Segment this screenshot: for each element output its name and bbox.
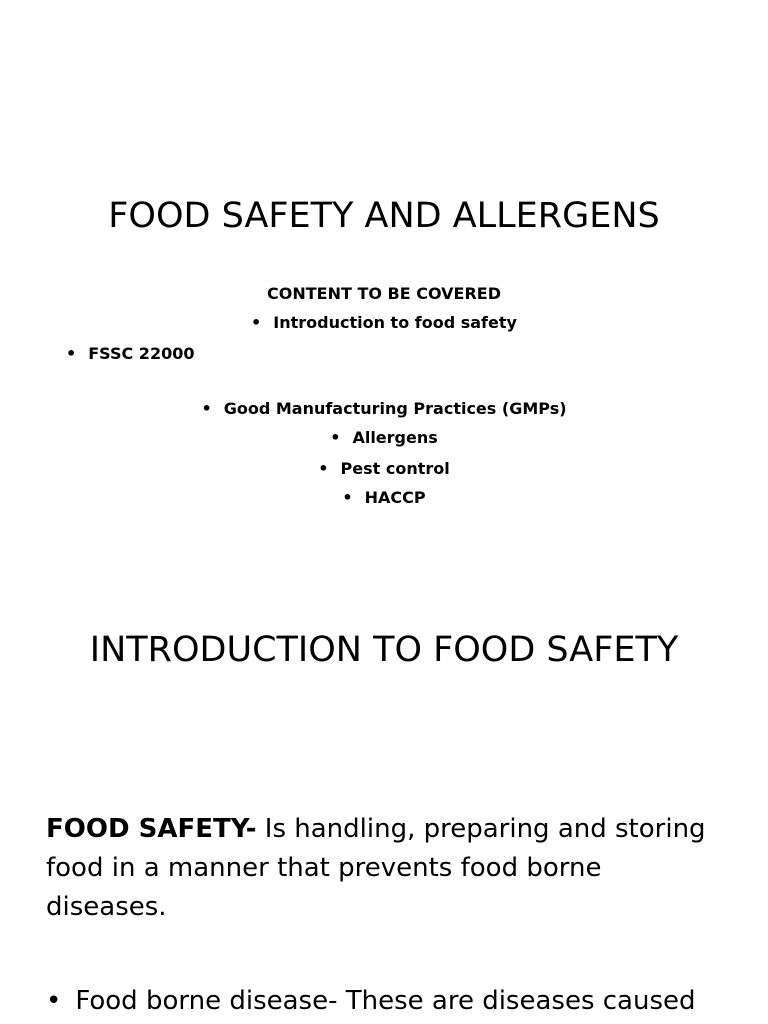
content-heading: CONTENT TO BE COVERED (267, 284, 501, 303)
content-list-item (0, 428, 768, 448)
definition-text: Is handling, preparing and storing food in a manner that prevents food borne diseases. (46, 814, 706, 922)
list-item-label: Allergens (352, 428, 438, 447)
list-item-label: Pest control (340, 459, 450, 478)
bullet-icon: • (201, 399, 212, 418)
bullet-icon: • (318, 459, 329, 478)
content-list-item (0, 459, 768, 479)
definition-paragraph (46, 810, 726, 927)
definition-term: FOOD SAFETY- (46, 814, 257, 844)
list-item-label: HACCP (364, 488, 426, 507)
bullet-icon: • (251, 313, 262, 332)
bullet-icon: • (46, 986, 62, 1016)
content-list-item (66, 344, 194, 364)
section-title: INTRODUCTION TO FOOD SAFETY (89, 630, 679, 670)
content-list-item (0, 488, 768, 508)
content-list-item (0, 313, 768, 333)
list-item-label: FSSC 22000 (88, 344, 195, 363)
bullet-icon: • (342, 488, 353, 507)
bullet-paragraph (46, 982, 746, 1021)
bullet-icon: • (330, 428, 341, 447)
list-item-label: Introduction to food safety (273, 313, 517, 332)
content-list-item (0, 399, 768, 419)
bullet-paragraph-text: Food borne disease- These are diseases caused (75, 986, 696, 1016)
list-item-label: Good Manufacturing Practices (GMPs) (223, 399, 567, 418)
slide-title: FOOD SAFETY AND ALLERGENS (108, 196, 660, 236)
bullet-icon: • (66, 344, 77, 363)
